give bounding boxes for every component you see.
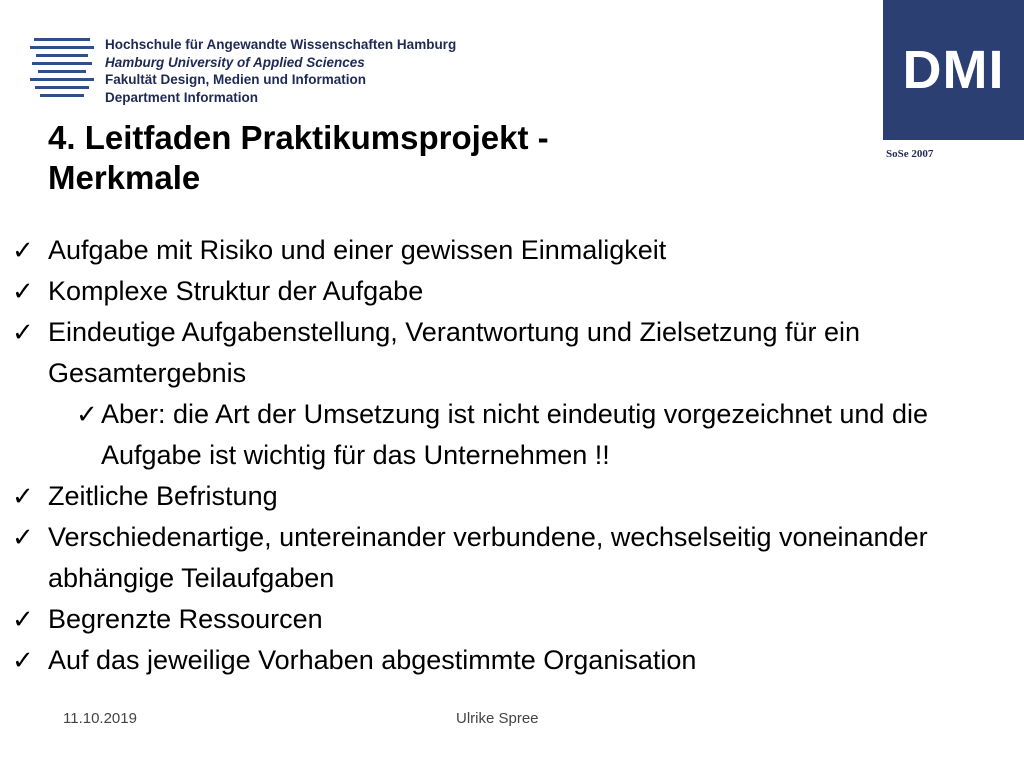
- bullet-item: [0, 230, 1000, 271]
- institution-name: [105, 36, 456, 106]
- university-logo-icon: [30, 38, 94, 98]
- bullet-item: [0, 640, 1000, 681]
- bullet-text: Zeitliche Befristung: [48, 481, 278, 511]
- bullet-item: [0, 517, 1000, 599]
- bullet-item: [0, 271, 1000, 312]
- faculty-line: Fakultät Design, Medien und Information: [105, 72, 367, 87]
- institution-line-de: Hochschule für Angewandte Wissenschaften Hamburg: [105, 37, 457, 52]
- slide-title-line2: Merkmale: [48, 159, 201, 196]
- footer-date: 11.10.2019: [63, 710, 137, 727]
- check-icon: ✓: [12, 317, 34, 347]
- bullet-item: [0, 599, 1000, 640]
- check-icon: ✓: [12, 604, 34, 634]
- bullet-text: Verschiedenartige, untereinander verbundene, wechselseitig voneinander abhängige Teilaufgaben: [48, 522, 928, 593]
- bullet-text: Auf das jeweilige Vorhaben abgestimmte Organisation: [48, 645, 697, 675]
- bullet-text: Aber: die Art der Umsetzung ist nicht eindeutig vorgezeichnet und die Aufgabe ist wichtig für das Unternehmen !!: [101, 399, 928, 470]
- semester-label: SoSe 2007: [886, 148, 934, 160]
- bullet-item: [0, 476, 1000, 517]
- footer-author: Ulrike Spree: [456, 710, 539, 727]
- bullet-list: [0, 230, 1000, 681]
- check-icon: ✓: [12, 481, 34, 511]
- bullet-text: Eindeutige Aufgabenstellung, Verantwortung und Zielsetzung für ein Gesamtergebnis: [48, 317, 861, 388]
- dmi-logo: [883, 0, 1024, 140]
- check-icon: ✓: [12, 522, 34, 552]
- check-icon: ✓: [76, 399, 98, 429]
- bullet-text: Aufgabe mit Risiko und einer gewissen Einmaligkeit: [48, 235, 667, 265]
- check-icon: ✓: [12, 276, 34, 306]
- sub-bullet-item: [0, 394, 1000, 476]
- institution-line-en: Hamburg University of Applied Sciences: [105, 54, 365, 70]
- bullet-text: Begrenzte Ressourcen: [48, 604, 323, 634]
- department-line: Department Information: [105, 89, 259, 105]
- slide-title: [48, 118, 728, 198]
- dmi-logo-text: DMI: [902, 40, 1005, 100]
- check-icon: ✓: [12, 645, 34, 675]
- check-icon: ✓: [12, 235, 34, 265]
- bullet-text: Komplexe Struktur der Aufgabe: [48, 276, 424, 306]
- bullet-item: [0, 312, 1000, 394]
- slide-title-line1: 4. Leitfaden Praktikumsprojekt -: [48, 119, 549, 156]
